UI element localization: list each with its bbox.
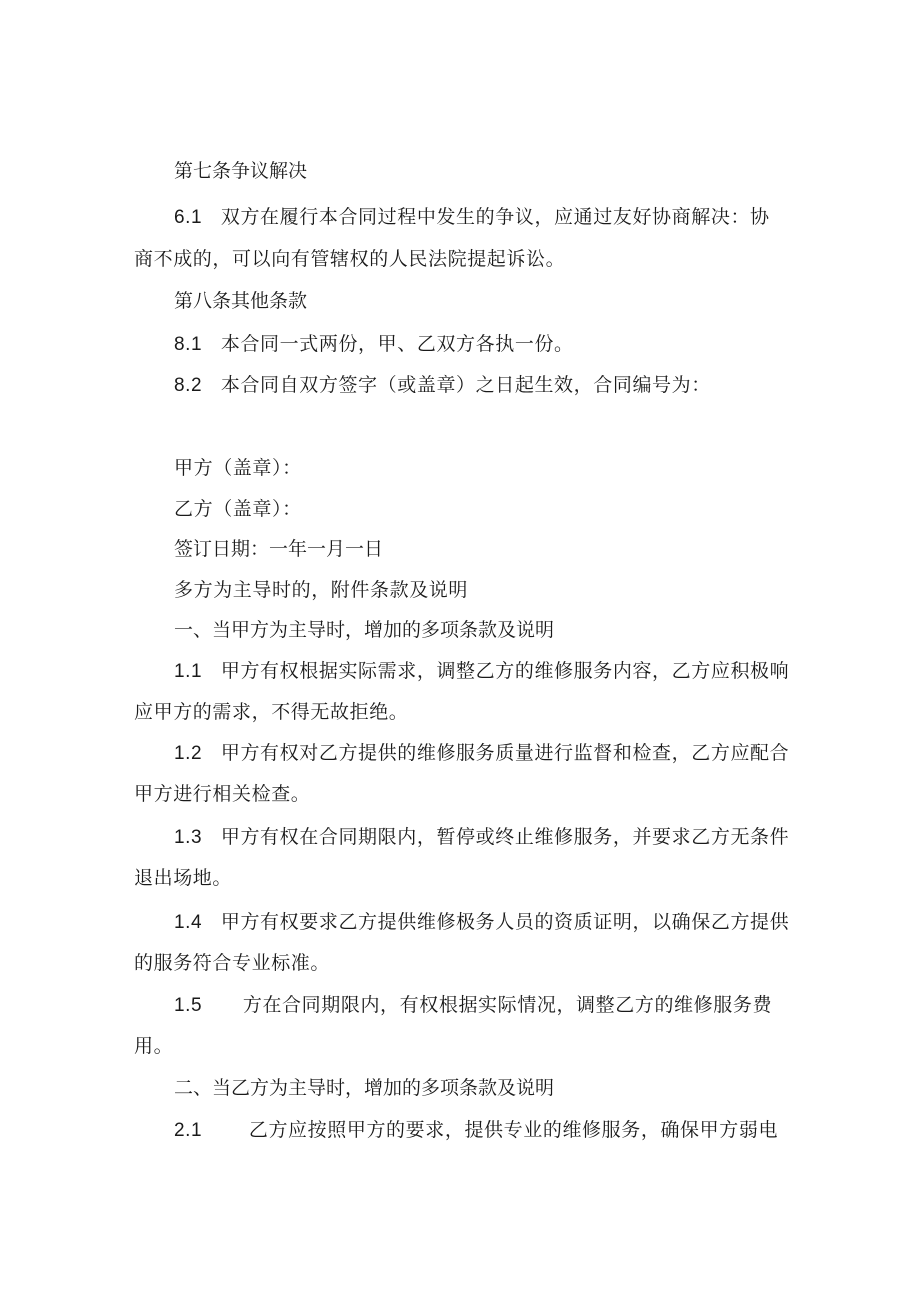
clause-1-4-line-2: 的服务符合专业标准。 [134, 952, 331, 974]
clause-1-5-line-2: 用。 [134, 1035, 174, 1057]
clause-8-1 [174, 332, 574, 357]
clause-number: 8.2 [174, 375, 203, 396]
clause-1-5-line-1 [174, 993, 772, 1018]
clause-text: 本合同一式两份，甲、乙双方各执一份。 [220, 333, 574, 355]
clause-text: 乙方应按照甲方的要求，提供专业的维修服务，确保甲方弱电 [248, 1119, 779, 1141]
clause-number: 1.5 [174, 995, 203, 1016]
section-2-title: 二、当乙方为主导时，增加的多项条款及说明 [174, 1077, 555, 1099]
clause-number: 6.1 [174, 207, 203, 228]
clause-6-1-line-2: 商不成的，可以向有管辖权的人民法院提起诉讼。 [134, 248, 566, 270]
article-8-title: 第八条其他条款 [174, 290, 308, 312]
clause-1-3-line-1 [174, 825, 789, 850]
clause-text: 双方在履行本合同过程中发生的争议，应通过友好协商解决：协 [220, 206, 770, 228]
appendix-intro: 多方为主导时的，附件条款及说明 [174, 579, 469, 601]
clause-1-2-line-2: 甲方进行相关检查。 [134, 783, 311, 805]
party-b-signature: 乙方（盖章）： [174, 498, 302, 520]
sign-date: 签订日期：一年一月一日 [174, 538, 384, 560]
clause-1-3-line-2: 退出场地。 [134, 867, 233, 889]
clause-text: 方在合同期限内，有权根据实际情况，调整乙方的维修服务费 [242, 994, 773, 1016]
clause-text: 甲方有权要求乙方提供维修极务人员的资质证明，以确保乙方提供 [220, 911, 790, 933]
clause-text: 甲方有权在合同期限内，暂停或终止维修服务，并要求乙方无条件 [220, 826, 790, 848]
clause-number: 1.4 [174, 912, 203, 933]
clause-number: 1.1 [174, 661, 203, 682]
clause-1-1-line-2: 应甲方的需求，不得无故拒绝。 [134, 701, 409, 723]
clause-8-2 [174, 373, 711, 398]
article-7-title: 第七条争议解决 [174, 160, 308, 182]
clause-text: 本合同自双方签字（或盖章）之日起生效，合同编号为： [220, 374, 711, 396]
clause-text: 甲方有权根据实际需求，调整乙方的维修服务内容，乙方应积极响 [220, 660, 790, 682]
clause-1-1-line-1 [174, 659, 789, 684]
clause-1-2-line-1 [174, 741, 789, 766]
clause-number: 1.3 [174, 827, 203, 848]
clause-number: 1.2 [174, 743, 203, 764]
party-a-signature: 甲方（盖章）： [174, 457, 302, 479]
clause-6-1-line-1 [174, 205, 770, 230]
section-1-title: 一、当甲方为主导时，增加的多项条款及说明 [174, 619, 555, 641]
clause-1-4-line-1 [174, 910, 789, 935]
clause-number: 2.1 [174, 1120, 203, 1141]
clause-number: 8.1 [174, 334, 203, 355]
clause-text: 甲方有权对乙方提供的维修服务质量进行监督和检查，乙方应配合 [220, 742, 790, 764]
clause-2-1-line-1 [174, 1118, 778, 1143]
